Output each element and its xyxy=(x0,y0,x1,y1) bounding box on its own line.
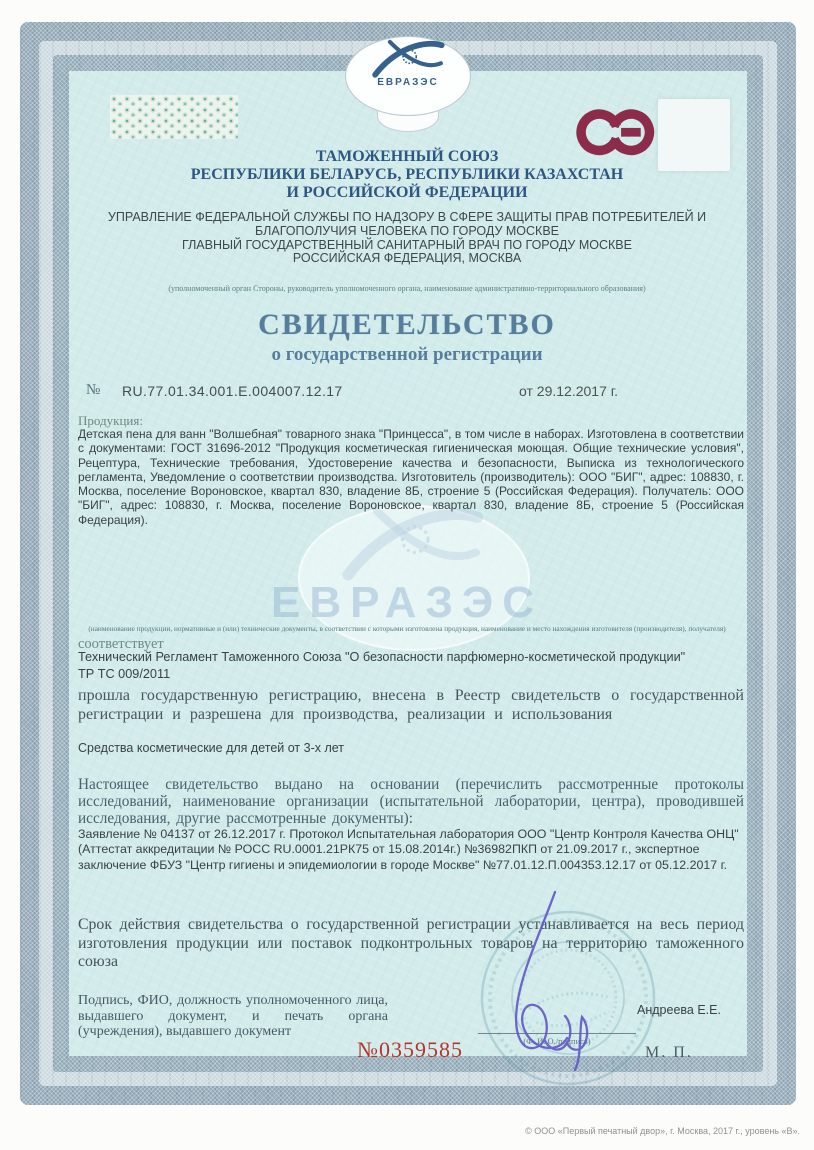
signature-line-caption: (Ф. И. О./подпись) xyxy=(523,1036,591,1046)
registration-date: от 29.12.2017 г. xyxy=(519,383,619,399)
basis-details: Заявление № 04137 от 26.12.2017 г. Протокол Испытательная лаборатория ООО "Центр Контроля Качества ОНЦ" (Аттестат аккредитации № РОСС RU.0001.21РК75 от 15.08.2014г.) №36982ПКП от 21.09.2017 г., экспертное заключение ФБУЗ "Центр гигиены и эпидемиологии в городе Москве" №77.01.12.П.004353.12.17 от 05.12.2017 г. xyxy=(78,827,739,872)
document-title: СВИДЕТЕЛЬСТВО xyxy=(258,308,556,341)
authority-line: ГЛАВНЫЙ ГОСУДАРСТВЕННЫЙ САНИТАРНЫЙ ВРАЧ ПО ГОРОДУ МОСКВЕ xyxy=(182,237,632,252)
product-field-caption: (наименование продукции, нормативные и (или) технические документы, в соответствии с которыми изготовлена продукция, наименование и место нахождения изготовителя (производителя), получателя) xyxy=(88,624,726,633)
document-subtitle: о государственной регистрации xyxy=(271,344,543,365)
authority-line: БЛАГОПОЛУЧИЯ ЧЕЛОВЕКА ПО ГОРОДУ МОСКВЕ xyxy=(254,223,560,238)
evrazes-logo-label: ЕВРАЗЭС xyxy=(377,77,439,88)
authority-field-caption: (уполномоченный орган Стороны, руководитель уполномоченного органа, наименование административно-территориального образования) xyxy=(168,284,646,293)
registration-statement: прошла государственную регистрацию, внесена в Реестр свидетельств о государственной регистрации и разрешена для производства, реализации и использования xyxy=(78,687,744,723)
stamp-place-label: М. П. xyxy=(645,1044,693,1061)
watermark-label: ЕВРАЗЭС xyxy=(270,578,544,627)
union-line: И РОССИЙСКОЙ ФЕДЕРАЦИИ xyxy=(286,184,528,201)
authority-line: РОССИЙСКАЯ ФЕДЕРАЦИЯ, МОСКВА xyxy=(292,251,522,266)
number-sign: № xyxy=(86,382,101,398)
security-hologram-strip xyxy=(110,95,238,139)
union-line: ТАМОЖЕННЫЙ СОЮЗ xyxy=(315,148,499,165)
issuing-authority xyxy=(57,211,757,266)
evrazes-logo xyxy=(345,36,471,116)
blank-serial-number: №0359585 xyxy=(357,1037,463,1062)
basis-intro: Настоящее свидетельство выдано на основании (перечислить рассмотренные протоколы исследований, наименование организации (испытательной лаборатории, центра), проводившей исследования, другие рассмотренные документы): xyxy=(78,776,744,827)
technical-regulation: Технический Регламент Таможенного Союза "О безопасности парфюмерно-косметической продукции" xyxy=(78,650,686,664)
signatory-name: Андреева Е.Е. xyxy=(637,1003,721,1017)
product-description: Детская пена для ванн "Волшебная" товарного знака "Принцесса", в том числе в наборах. Изготовлена в соответствии с документами: ГОСТ 31696-2012 "Продукция косметическая гигиеническая моющая. Общие технические условия", Рецептура, Технические требования, Удостоверение качества и безопасности, Выписка из технологического регламента, Уведомление о соответствии производства. Изготовитель (производитель): ООО "БИГ", адрес: 108830, г. Москва, поселение Вороновское, квартал 830, владение 8Б, строение 5 (Российская Федерация). Получатель: ООО "БИГ", адрес: 108830, г. Москва, поселение Вороновское, квартал 830, владение 8Б, строение 5 (Российская Федерация). xyxy=(78,427,744,527)
product-label: Продукция: xyxy=(78,413,143,428)
printer-credit: © ООО «Первый печатный двор», г. Москва, 2017 г., уровень «В». xyxy=(525,1126,800,1136)
technical-regulation-code: ТР ТС 009/2011 xyxy=(78,667,171,681)
customs-union-header xyxy=(77,148,737,202)
union-line: РЕСПУБЛИКИ БЕЛАРУСЬ, РЕСПУБЛИКИ КАЗАХСТАН xyxy=(190,166,624,183)
authority-line: УПРАВЛЕНИЕ ФЕДЕРАЛЬНОЙ СЛУЖБЫ ПО НАДЗОРУ В СФЕРЕ ЗАЩИТЫ ПРАВ ПОТРЕБИТЕЛЕЙ И xyxy=(107,210,707,224)
signature-note: Подпись, ФИО, должность уполномоченного лица, выдавшего документ, и печать органа (учреждения), выдавшего документ xyxy=(78,993,388,1040)
validity-statement: Срок действия свидетельства о государственной регистрации устанавливается на весь период изготовления продукции или поставок подконтрольных товаров на территорию таможенного союза xyxy=(78,916,744,971)
conformity-label: соответствует xyxy=(78,636,164,652)
handwritten-signature xyxy=(493,890,593,1076)
registration-number: RU.77.01.34.001.E.004007.12.17 xyxy=(122,383,343,399)
product-category: Средства косметические для детей от 3-х лет xyxy=(78,741,345,755)
